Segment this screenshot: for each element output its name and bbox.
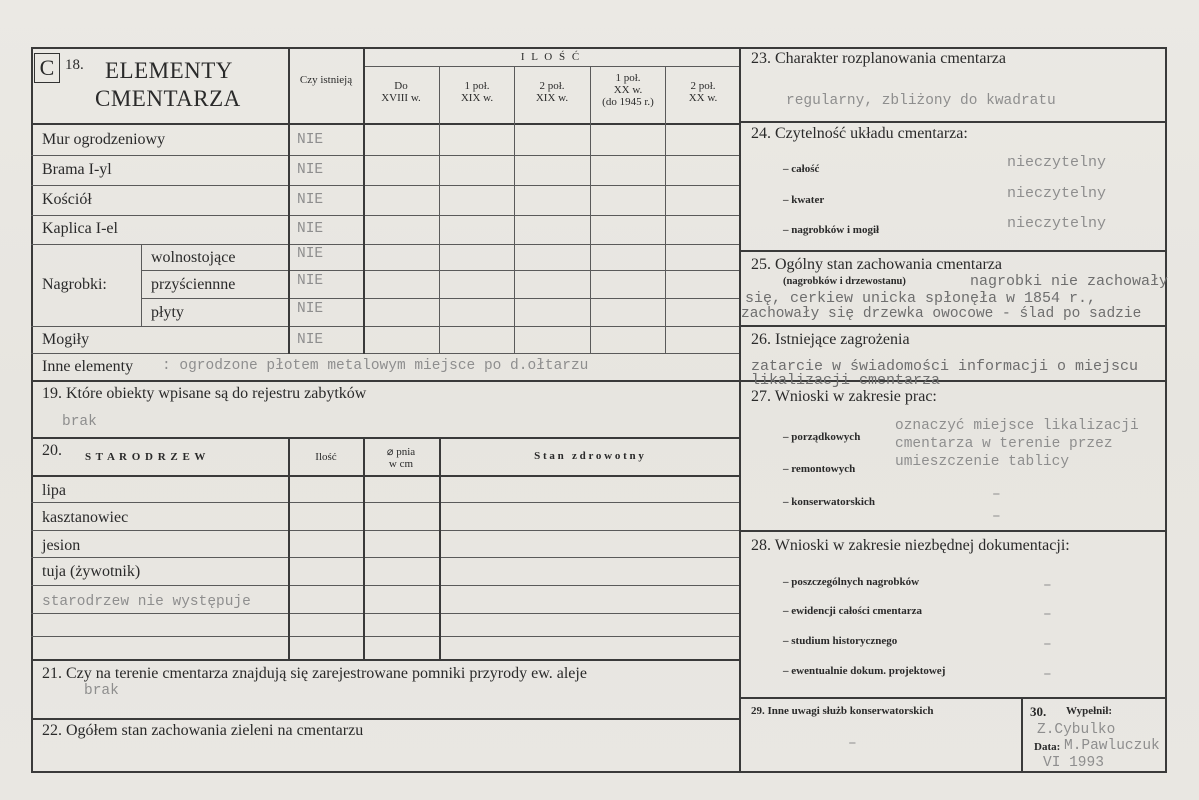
- grid-line: [31, 475, 739, 477]
- nagrobki-row-value: NIE: [297, 273, 324, 289]
- grid-line: [1021, 697, 1023, 773]
- s26-text-line2: likalizacji cmentarza: [751, 372, 941, 389]
- s21-value: brak: [84, 683, 119, 699]
- period-header-line2: XVIII w.: [381, 92, 421, 104]
- grid-line: [439, 437, 441, 659]
- s27-label: 27. Wnioski w zakresie prac:: [751, 388, 937, 405]
- trees-note: starodrzew nie występuje: [42, 594, 251, 610]
- grid-line: [31, 437, 739, 439]
- s28-item-label: – ewidencji całości cmentarza: [783, 605, 922, 617]
- grid-line: [288, 437, 290, 659]
- s19-value: brak: [62, 414, 97, 430]
- grid-line: [31, 659, 739, 661]
- element-row-label: Kościół: [42, 191, 92, 208]
- s28-item-value: –: [1043, 578, 1052, 594]
- s30-name-2: M.Pawluczuk: [1064, 738, 1160, 754]
- grid-line: [31, 380, 739, 382]
- s21-label: 21. Czy na terenie cmentarza znajdują się zarejestrowane pomniki przyrody ew. aleje: [42, 665, 587, 682]
- section-letter-box: C: [34, 53, 60, 83]
- mogily-value: NIE: [297, 332, 324, 348]
- s24-item-label: – nagrobków i mogił: [783, 224, 880, 236]
- col-header-trunk-2: w cm: [388, 458, 414, 470]
- element-row-value: NIE: [297, 192, 324, 208]
- tree-row-label: jesion: [42, 537, 81, 554]
- nagrobki-row-label: przyściennne: [151, 276, 236, 293]
- s20-title: S T A R O D R Z E W: [85, 451, 207, 463]
- period-header-line3: (do 1945 r.): [602, 96, 654, 108]
- s30-date: VI 1993: [1043, 755, 1104, 771]
- col-header-health: S t a n z d r o w o t n y: [534, 450, 644, 462]
- grid-line: [363, 66, 739, 67]
- s24-item-value: nieczytelny: [1007, 154, 1107, 171]
- grid-line: [141, 270, 739, 271]
- s27-dash-1: –: [992, 487, 1001, 503]
- s20-number: 20.: [42, 442, 62, 459]
- grid-line: [31, 502, 739, 503]
- s24-item-label: – całość: [783, 163, 820, 175]
- grid-line: [141, 298, 739, 299]
- grid-line: [31, 636, 739, 637]
- s26-text-line1: zatarcie w świadomości informacji o miejscu: [751, 358, 1139, 375]
- inne-label: Inne elementy: [42, 358, 134, 375]
- s30-name-1: Z.Cybulko: [1037, 722, 1116, 738]
- grid-line: [439, 66, 440, 354]
- s25-text-line2: się, cerkiew unicka spłonęła w 1854 r.,: [745, 290, 1097, 307]
- inne-value: : ogrodzone płotem metalowym miejsce po d.ołtarzu: [162, 358, 589, 374]
- s24-label: 24. Czytelność układu cmentarza:: [751, 125, 968, 142]
- s30-label: 30.: [1030, 704, 1047, 719]
- s28-item-label: – poszczególnych nagrobków: [783, 576, 920, 588]
- grid-line: [31, 613, 739, 614]
- center-divider: [739, 47, 741, 773]
- s27-item-label: – porządkowych: [783, 431, 861, 443]
- tree-row-label: lipa: [42, 482, 66, 499]
- section-title-line2: CMENTARZA: [95, 86, 241, 111]
- s28-item-label: – studium historycznego: [783, 635, 898, 647]
- period-header-line1: 1 poł.: [464, 80, 490, 92]
- element-row-value: NIE: [297, 162, 324, 178]
- grid-line: [739, 530, 1167, 532]
- s19-label: 19. Które obiekty wpisane są do rejestru zabytków: [42, 385, 367, 402]
- period-header-line1: 2 poł.: [690, 80, 716, 92]
- grid-line: [31, 353, 739, 354]
- col-header-ilosc: I L O Ś Ć: [520, 51, 582, 63]
- period-header-line1: 1 poł.: [615, 72, 641, 84]
- period-header-line2: XIX w.: [535, 92, 569, 104]
- grid-line: [590, 66, 591, 354]
- period-header-line2: XIX w.: [460, 92, 494, 104]
- mogily-label: Mogiły: [42, 331, 90, 348]
- s25-text-line1: nagrobki nie zachowały: [970, 273, 1169, 290]
- s27-item-label: – remontowych: [783, 463, 856, 475]
- s28-label: 28. Wnioski w zakresie niezbędnej dokumentacji:: [751, 537, 1070, 554]
- s27-text-line3: umieszczenie tablicy: [895, 454, 1070, 470]
- grid-line: [31, 326, 739, 327]
- grid-line: [31, 215, 739, 216]
- grid-line: [31, 155, 739, 156]
- s25-text-line3: zachowały się drzewka owocowe - ślad po sadzie: [741, 306, 1142, 322]
- section-number: 18.: [65, 57, 84, 73]
- s27-item-label: – konserwatorskich: [783, 496, 875, 508]
- s27-text-line2: cmentarza w terenie przez: [895, 436, 1113, 452]
- s29-value: –: [848, 736, 857, 752]
- grid-line: [31, 123, 739, 125]
- element-row-value: NIE: [297, 132, 324, 148]
- nagrobki-label: Nagrobki:: [42, 276, 107, 293]
- section-title-line1: ELEMENTY: [105, 58, 233, 83]
- grid-line: [31, 530, 739, 531]
- s30-filled-by-label: Wypełnił:: [1066, 705, 1113, 717]
- col-header-trunk-1: ⌀ pnia: [386, 446, 416, 458]
- grid-line: [739, 325, 1167, 327]
- grid-line: [31, 585, 739, 586]
- s27-dash-2: –: [992, 509, 1001, 525]
- s30-date-label: Data:: [1034, 741, 1061, 753]
- s29-label: 29. Inne uwagi służb konserwatorskich: [751, 705, 934, 717]
- tree-row-label: tuja (żywotnik): [42, 563, 141, 580]
- col-header-tree-count: Ilość: [315, 451, 337, 463]
- grid-line: [514, 66, 515, 354]
- s24-item-value: nieczytelny: [1007, 215, 1107, 232]
- s26-label: 26. Istniejące zagrożenia: [751, 331, 910, 348]
- element-row-label: Brama I-yl: [42, 161, 112, 178]
- grid-line: [31, 718, 739, 720]
- element-row-label: Kaplica I-el: [42, 220, 118, 237]
- element-row-label: Mur ogrodzeniowy: [42, 131, 166, 148]
- s23-label: 23. Charakter rozplanowania cmentarza: [751, 50, 1006, 67]
- s27-text-line1: oznaczyć miejsce likalizacji: [895, 418, 1139, 434]
- s28-item-label: – ewentualnie dokum. projektowej: [783, 665, 946, 677]
- s28-item-value: –: [1043, 607, 1052, 623]
- nagrobki-row-value: NIE: [297, 301, 324, 317]
- s28-item-value: –: [1043, 667, 1052, 683]
- tree-row-label: kasztanowiec: [42, 509, 129, 526]
- grid-line: [288, 47, 290, 354]
- grid-line: [665, 66, 666, 354]
- s25-label: 25. Ogólny stan zachowania cmentarza: [751, 256, 1003, 273]
- element-row-value: NIE: [297, 221, 324, 237]
- grid-line: [141, 244, 142, 326]
- grid-line: [363, 437, 365, 659]
- nagrobki-row-label: wolnostojące: [151, 249, 236, 266]
- grid-line: [31, 557, 739, 558]
- period-header-line1: 2 poł.: [539, 80, 565, 92]
- s24-item-value: nieczytelny: [1007, 185, 1107, 202]
- grid-line: [31, 244, 739, 245]
- period-header-line2: XX w.: [688, 92, 718, 104]
- s24-item-label: – kwater: [783, 194, 825, 206]
- col-header-exists: Czy istnieją: [299, 74, 353, 86]
- grid-line: [739, 121, 1167, 123]
- s22-label: 22. Ogółem stan zachowania zieleni na cmentarzu: [42, 722, 364, 739]
- s25-sublabel: (nagrobków i drzewostanu): [783, 276, 906, 287]
- period-header-line1: Do: [394, 80, 408, 92]
- grid-line: [739, 697, 1167, 699]
- s23-value: regularny, zbliżony do kwadratu: [786, 93, 1056, 109]
- nagrobki-row-value: NIE: [297, 246, 324, 262]
- grid-line: [31, 185, 739, 186]
- s28-item-value: –: [1043, 637, 1052, 653]
- nagrobki-row-label: płyty: [151, 304, 184, 321]
- period-header-line2: XX w.: [613, 84, 643, 96]
- grid-line: [739, 250, 1167, 252]
